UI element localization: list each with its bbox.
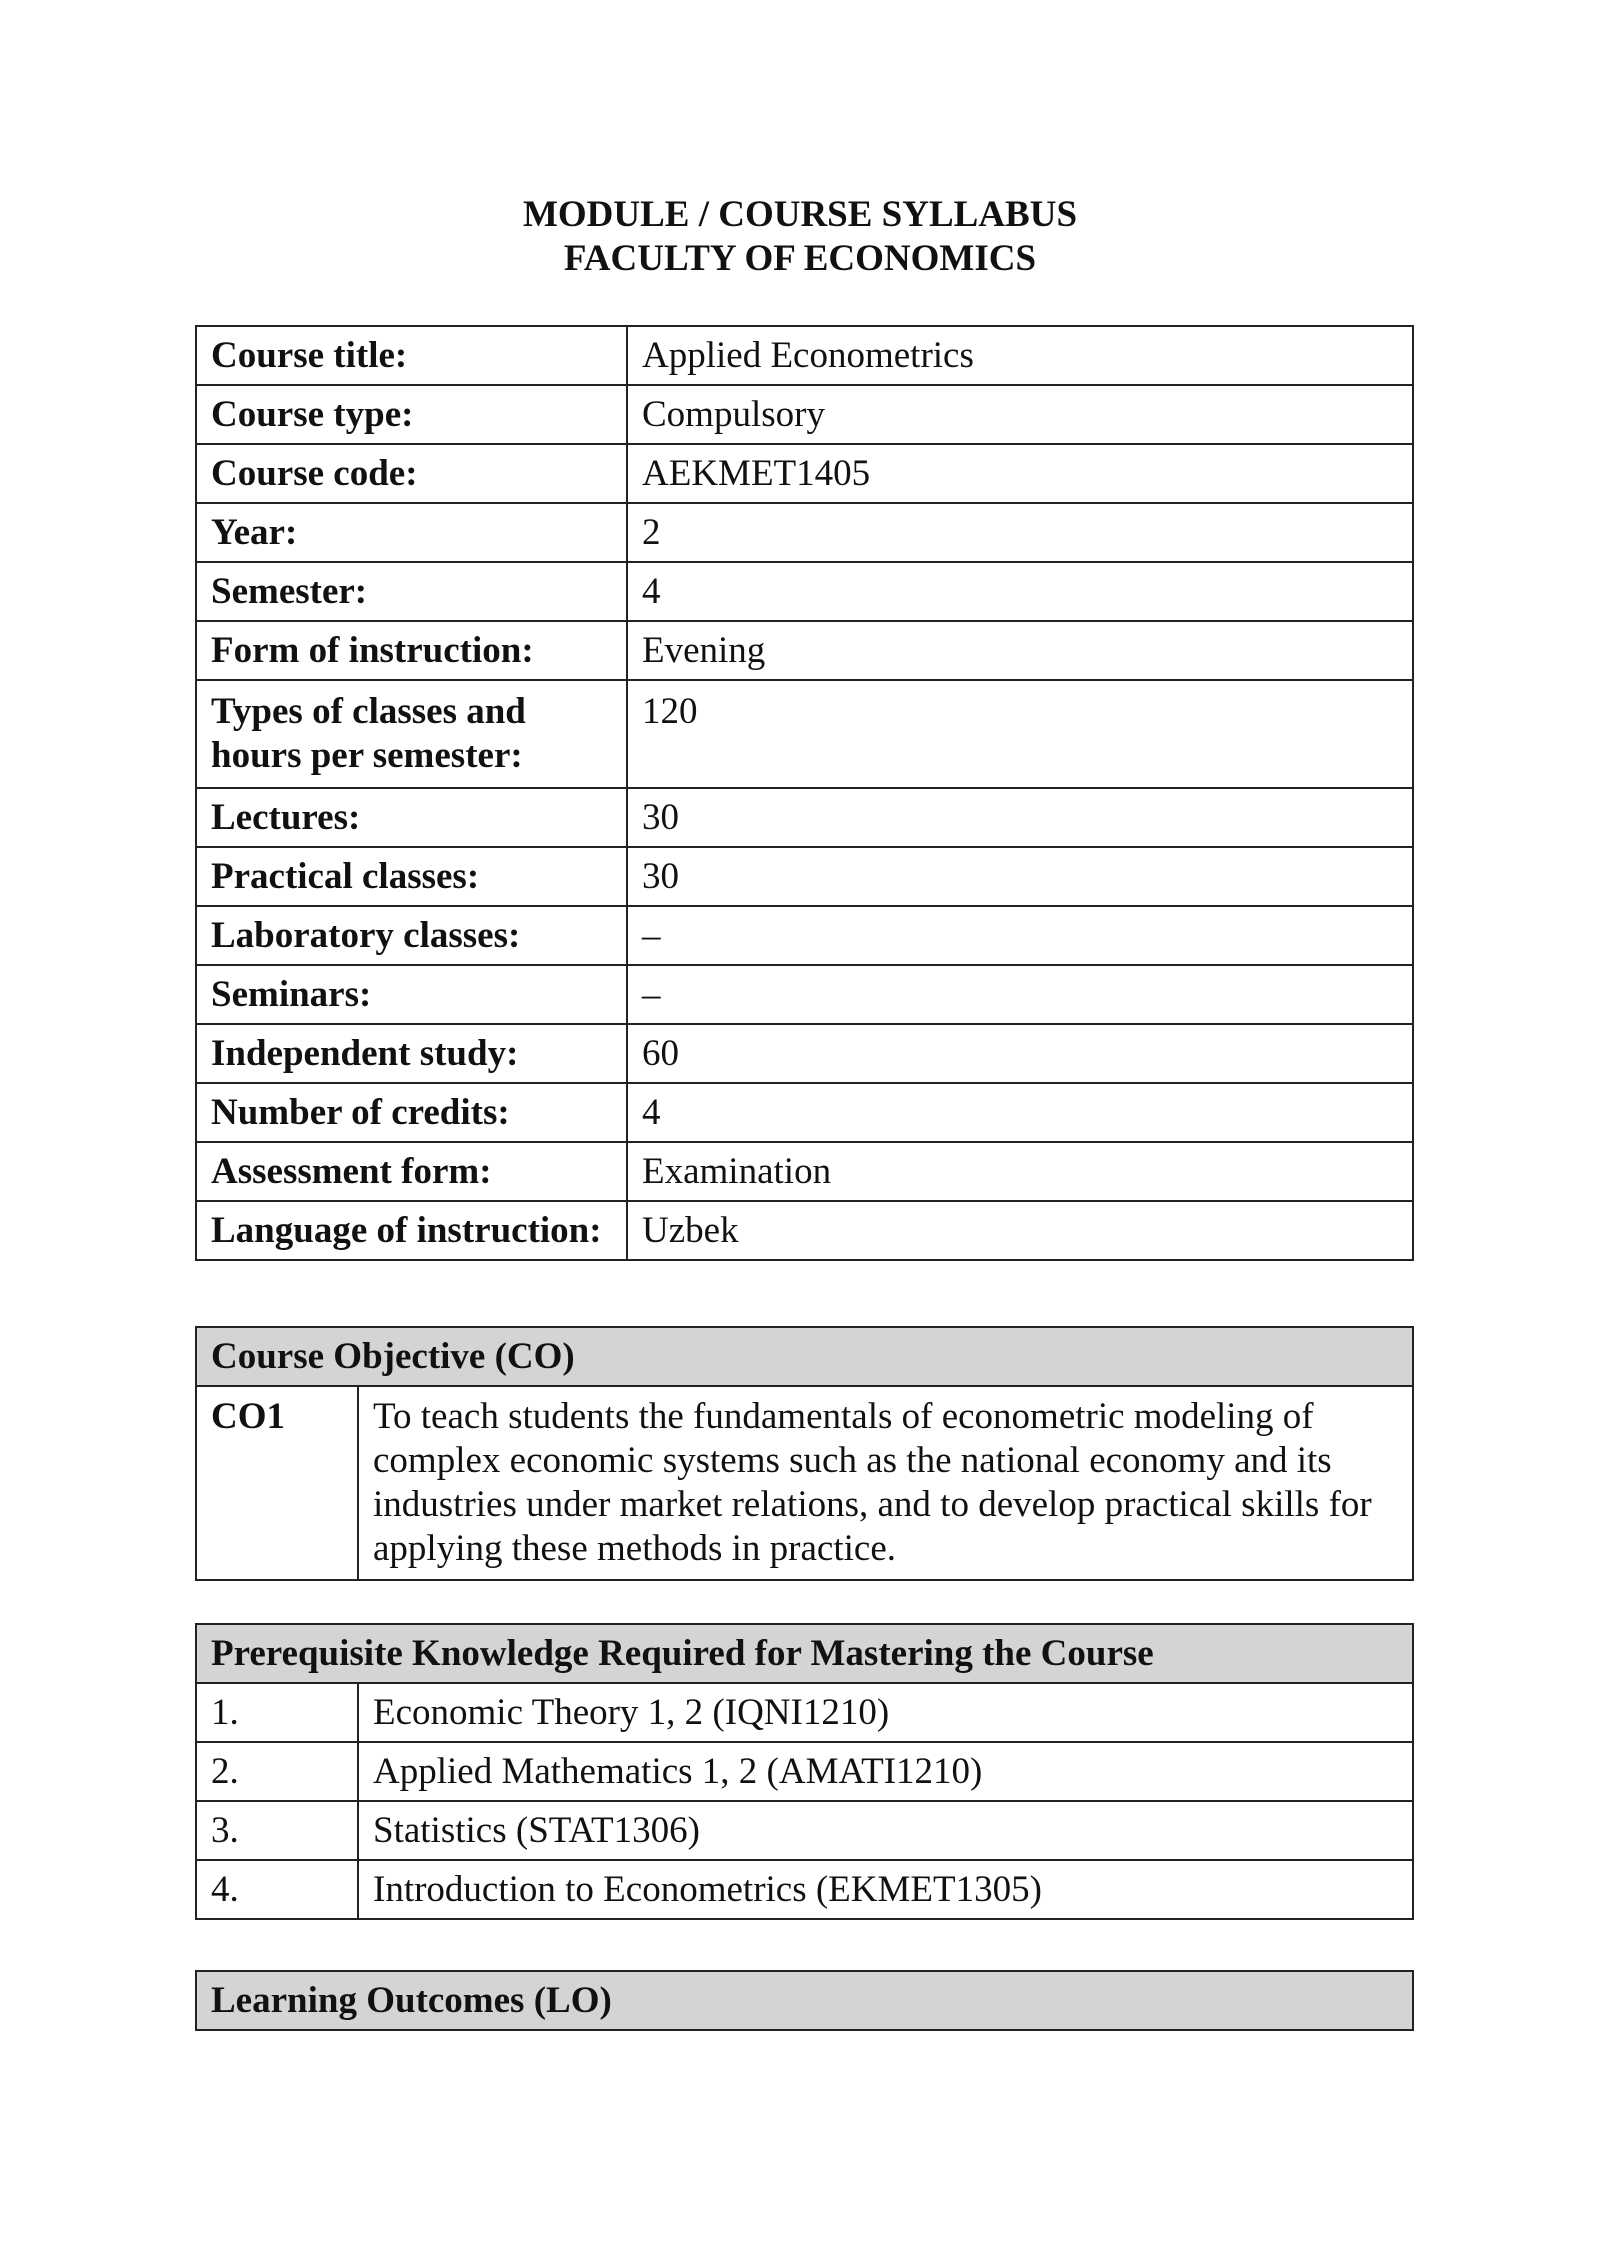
table-row xyxy=(196,1683,1413,1742)
course-type-value: Compulsory xyxy=(627,385,1413,444)
laboratory-classes-value: – xyxy=(627,906,1413,965)
practical-classes-label: Practical classes: xyxy=(196,847,627,906)
course-objective-table xyxy=(195,1326,1414,1581)
language-of-instruction-label: Language of instruction: xyxy=(196,1201,627,1260)
table-row xyxy=(196,1860,1413,1919)
lectures-label: Lectures: xyxy=(196,788,627,847)
learning-outcomes-header-row xyxy=(196,1971,1413,2030)
table-row xyxy=(196,326,1413,385)
form-of-instruction-label: Form of instruction: xyxy=(196,621,627,680)
laboratory-classes-label: Laboratory classes: xyxy=(196,906,627,965)
table-row xyxy=(196,965,1413,1024)
course-title-label: Course title: xyxy=(196,326,627,385)
prereq-number: 1. xyxy=(196,1683,358,1742)
prereq-course: Introduction to Econometrics (EKMET1305) xyxy=(358,1860,1413,1919)
language-of-instruction-value: Uzbek xyxy=(627,1201,1413,1260)
prereq-course: Economic Theory 1, 2 (IQNI1210) xyxy=(358,1683,1413,1742)
practical-classes-value: 30 xyxy=(627,847,1413,906)
seminars-label: Seminars: xyxy=(196,965,627,1024)
course-type-label: Course type: xyxy=(196,385,627,444)
table-row xyxy=(196,906,1413,965)
table-row xyxy=(196,1083,1413,1142)
prerequisites-title: Prerequisite Knowledge Required for Mastering the Course xyxy=(196,1624,1413,1683)
table-row xyxy=(196,1024,1413,1083)
learning-outcomes-title: Learning Outcomes (LO) xyxy=(196,1971,1413,2030)
learning-outcomes-table xyxy=(195,1970,1414,2031)
semester-label: Semester: xyxy=(196,562,627,621)
co1-code: CO1 xyxy=(196,1386,358,1580)
prerequisites-header-row xyxy=(196,1624,1413,1683)
prereq-number: 4. xyxy=(196,1860,358,1919)
table-row xyxy=(196,847,1413,906)
table-row xyxy=(196,1742,1413,1801)
prereq-number: 3. xyxy=(196,1801,358,1860)
table-row xyxy=(196,1201,1413,1260)
course-objective-header-row xyxy=(196,1327,1413,1386)
form-of-instruction-value: Evening xyxy=(627,621,1413,680)
semester-value: 4 xyxy=(627,562,1413,621)
table-row xyxy=(196,562,1413,621)
prereq-course: Statistics (STAT1306) xyxy=(358,1801,1413,1860)
year-label: Year: xyxy=(196,503,627,562)
lectures-value: 30 xyxy=(627,788,1413,847)
course-objective-title: Course Objective (CO) xyxy=(196,1327,1413,1386)
course-code-value: AEKMET1405 xyxy=(627,444,1413,503)
prerequisites-table xyxy=(195,1623,1414,1920)
independent-study-label: Independent study: xyxy=(196,1024,627,1083)
table-row xyxy=(196,788,1413,847)
assessment-form-label: Assessment form: xyxy=(196,1142,627,1201)
number-of-credits-value: 4 xyxy=(627,1083,1413,1142)
course-title-value: Applied Econometrics xyxy=(627,326,1413,385)
table-row xyxy=(196,1801,1413,1860)
table-row xyxy=(196,680,1413,788)
table-row xyxy=(196,444,1413,503)
prereq-number: 2. xyxy=(196,1742,358,1801)
document-heading xyxy=(0,193,1600,281)
number-of-credits-label: Number of credits: xyxy=(196,1083,627,1142)
assessment-form-value: Examination xyxy=(627,1142,1413,1201)
co1-text: To teach students the fundamentals of econometric modeling of complex economic systems such as the national economy and its industries under market relations, and to develop practical skills for applying these methods in practice. xyxy=(358,1386,1413,1580)
heading-line-2: FACULTY OF ECONOMICS xyxy=(563,238,1037,279)
table-row xyxy=(196,503,1413,562)
table-row xyxy=(196,385,1413,444)
prereq-course: Applied Mathematics 1, 2 (AMATI1210) xyxy=(358,1742,1413,1801)
heading-line-1: MODULE / COURSE SYLLABUS xyxy=(522,194,1078,235)
course-info-table xyxy=(195,325,1414,1261)
types-of-classes-label: Types of classes and hours per semester: xyxy=(196,680,627,788)
types-of-classes-value: 120 xyxy=(627,680,1413,788)
table-row xyxy=(196,1386,1413,1580)
table-row xyxy=(196,1142,1413,1201)
independent-study-value: 60 xyxy=(627,1024,1413,1083)
year-value: 2 xyxy=(627,503,1413,562)
course-code-label: Course code: xyxy=(196,444,627,503)
table-row xyxy=(196,621,1413,680)
seminars-value: – xyxy=(627,965,1413,1024)
